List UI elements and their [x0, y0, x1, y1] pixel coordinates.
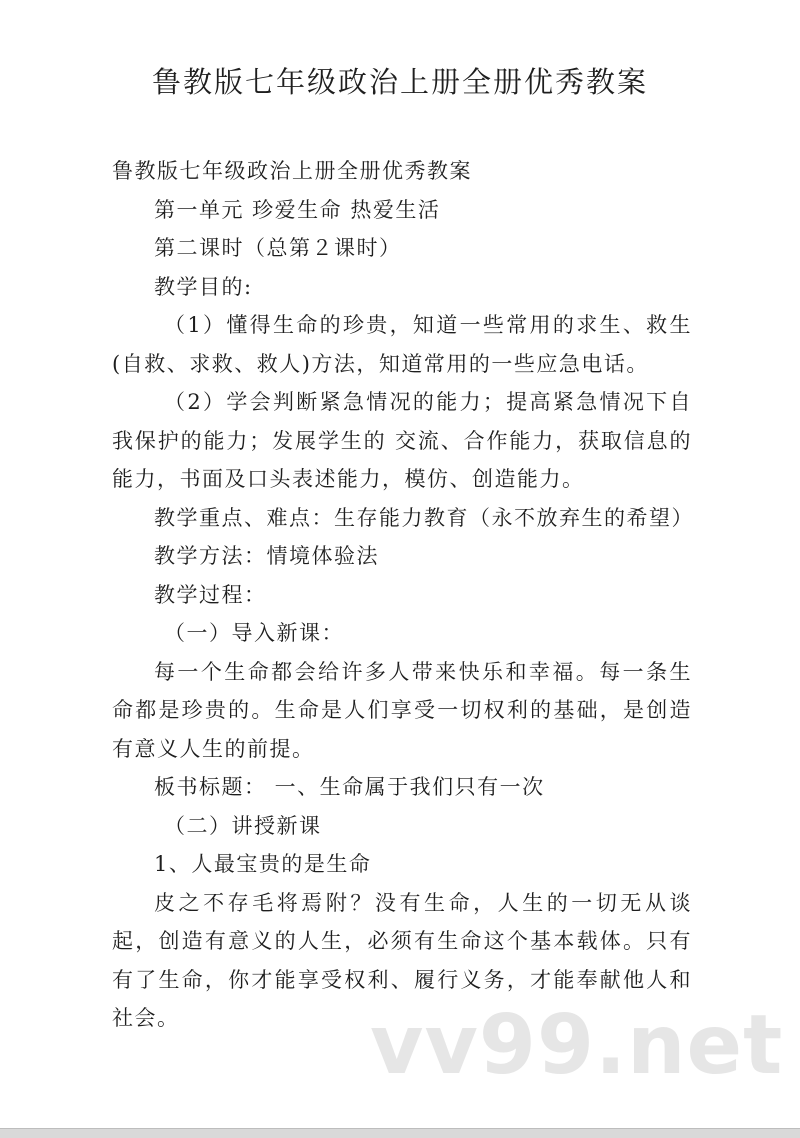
document-body [112, 152, 692, 1038]
document-title: 鲁教版七年级政治上册全册优秀教案 [151, 65, 648, 99]
teach-new-heading: （二）讲授新课 [164, 813, 322, 838]
process-line: 教学过程： [154, 582, 267, 607]
point-1-paragraph: 皮之不存毛将焉附？没有生命，人生的一切无从谈起，创造有意义的人生，必须有生命这个基本载体。只有有了生命，你才能享受权利、履行义务，才能奉献他人和社会。 [112, 890, 692, 1030]
lesson-line: 第二课时（总第２课时） [154, 236, 402, 260]
point-1-heading: 1、人最宝贵的是生命 [154, 852, 372, 876]
intro-heading: （一）导入新课： [164, 621, 344, 645]
intro-paragraph: 每一个生命都会给许多人带来快乐和幸福。每一条生命都是珍贵的。生命是人们享受一切权利的基础，是创造有意义人生的前提。 [112, 659, 692, 761]
watermark: vv99.net [370, 998, 784, 1093]
board-title-line: 板书标题： 一、生命属于我们只有一次 [154, 775, 545, 799]
goal-1-paragraph: （1）懂得生命的珍贵，知道一些常用的求生、救生(自救、求救、救人)方法，知道常用的一些应急电话。 [112, 313, 692, 376]
method-line: 教学方法：情境体验法 [154, 544, 379, 568]
key-points-line: 教学重点、难点：生存能力教育（永不放弃生的希望） [154, 505, 694, 530]
goal-2-paragraph: （2）学会判断紧急情况的能力；提高紧急情况下自我保护的能力；发展学生的 交流、合作能力，获取信息的能力，书面及口头表述能力，模仿、创造能力。 [112, 390, 692, 491]
unit-line: 第一单元 珍爱生命 热爱生活 [154, 197, 441, 222]
goals-heading: 教学目的: [154, 274, 253, 299]
subtitle-line: 鲁教版七年级政治上册全册优秀教案 [112, 159, 472, 183]
